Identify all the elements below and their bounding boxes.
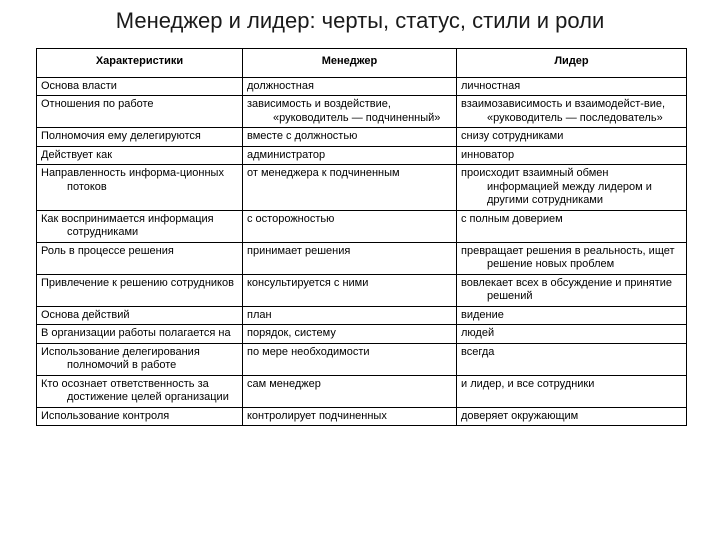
cell-leader: [457, 128, 687, 147]
cell-manager: [243, 274, 457, 306]
cell-characteristic: [37, 77, 243, 96]
cell-text: план: [247, 308, 272, 321]
cell-text: принимает решения: [247, 244, 351, 257]
cell-manager: [243, 146, 457, 165]
cell-text: с осторожностью: [247, 212, 335, 225]
cell-text: по мере необходимости: [247, 345, 370, 358]
comparison-table-container: [36, 48, 686, 426]
cell-leader: [457, 306, 687, 325]
cell-text: людей: [461, 327, 495, 339]
cell-manager: [243, 210, 457, 242]
cell-manager: [243, 242, 457, 274]
cell-text: Основа действий: [41, 308, 130, 321]
table-row: [37, 210, 687, 242]
cell-text: Как воспринимается информация сотрудниками: [41, 212, 214, 238]
table-row: [37, 325, 687, 344]
table-row: [37, 375, 687, 407]
cell-characteristic: [37, 128, 243, 147]
cell-characteristic: [37, 165, 243, 211]
table-row: [37, 274, 687, 306]
cell-text: всегда: [461, 345, 495, 358]
cell-leader: [457, 165, 687, 211]
cell-characteristic: [37, 375, 243, 407]
table-row: [37, 242, 687, 274]
cell-text: Отношения по работе: [41, 98, 154, 110]
header-leader: Лидер: [457, 49, 687, 78]
table-row: [37, 77, 687, 96]
cell-text: Использование контроля: [41, 409, 170, 422]
cell-leader: [457, 375, 687, 407]
cell-text: с полным доверием: [461, 212, 563, 225]
cell-text: Основа власти: [41, 79, 117, 92]
cell-characteristic: [37, 146, 243, 165]
cell-leader: [457, 242, 687, 274]
cell-characteristic: [37, 274, 243, 306]
header-manager: Менеджер: [243, 49, 457, 78]
cell-characteristic: [37, 242, 243, 274]
cell-text: консультируется с ними: [247, 276, 369, 289]
cell-leader: [457, 274, 687, 306]
cell-text: инноватор: [461, 148, 515, 161]
cell-text: снизу сотрудниками: [461, 130, 564, 142]
cell-manager: [243, 128, 457, 147]
table-row: [37, 165, 687, 211]
page-title: Менеджер и лидер: черты, статус, стили и роли: [115, 8, 605, 33]
cell-characteristic: [37, 325, 243, 344]
cell-leader: [457, 343, 687, 375]
cell-text: администратор: [247, 148, 326, 161]
cell-text: сам менеджер: [247, 377, 321, 390]
cell-text: зависимость и воздействие, «руководитель — подчиненный»: [247, 98, 441, 124]
cell-manager: [243, 96, 457, 128]
cell-manager: [243, 343, 457, 375]
table-row: [37, 96, 687, 128]
cell-leader: [457, 96, 687, 128]
cell-manager: [243, 407, 457, 426]
table-row: [37, 146, 687, 165]
cell-text: видение: [461, 308, 504, 321]
cell-manager: [243, 306, 457, 325]
comparison-table: [36, 48, 687, 426]
cell-text: Направленность информа-ционных потоков: [41, 167, 224, 193]
cell-manager: [243, 165, 457, 211]
cell-text: доверяет окружающим: [461, 409, 579, 422]
table-row: [37, 306, 687, 325]
cell-leader: [457, 146, 687, 165]
cell-characteristic: [37, 306, 243, 325]
cell-text: происходит взаимный обмен информацией между лидером и другими сотрудниками: [461, 167, 652, 206]
cell-characteristic: [37, 343, 243, 375]
cell-leader: [457, 407, 687, 426]
table-header-row: [37, 49, 687, 78]
cell-manager: [243, 77, 457, 96]
table-row: [37, 343, 687, 375]
cell-text: Действует как: [41, 148, 113, 161]
cell-leader: [457, 210, 687, 242]
cell-text: Роль в процессе решения: [41, 244, 174, 257]
cell-characteristic: [37, 210, 243, 242]
cell-text: контролирует подчиненных: [247, 409, 387, 422]
cell-text: должностная: [247, 79, 314, 92]
cell-text: В организации работы полагается на: [41, 327, 231, 339]
cell-leader: [457, 77, 687, 96]
cell-text: и лидер, и все сотрудники: [461, 377, 595, 390]
cell-manager: [243, 325, 457, 344]
cell-manager: [243, 375, 457, 407]
cell-text: Привлечение к решению сотрудников: [41, 276, 234, 289]
cell-text: превращает решения в реальность, ищет решение новых проблем: [461, 244, 675, 270]
cell-text: от менеджера к подчиненным: [247, 167, 400, 179]
cell-leader: [457, 325, 687, 344]
table-body: [37, 77, 687, 426]
table-row: [37, 407, 687, 426]
cell-characteristic: [37, 407, 243, 426]
cell-text: вместе с должностью: [247, 130, 358, 142]
cell-characteristic: [37, 96, 243, 128]
cell-text: вовлекает всех в обсуждение и принятие решений: [461, 276, 672, 302]
cell-text: Использование делегирования полномочий в работе: [41, 345, 200, 371]
cell-text: порядок, систему: [247, 327, 336, 339]
table-row: [37, 128, 687, 147]
header-characteristics: Характеристики: [37, 49, 243, 78]
cell-text: Полномочия ему делегируются: [41, 130, 201, 142]
cell-text: Кто осознает ответственность за достижение целей организации: [41, 377, 229, 403]
cell-text: личностная: [461, 79, 521, 92]
cell-text: взаимозависимость и взаимодейст-вие, «руководитель — последователь»: [461, 98, 666, 124]
